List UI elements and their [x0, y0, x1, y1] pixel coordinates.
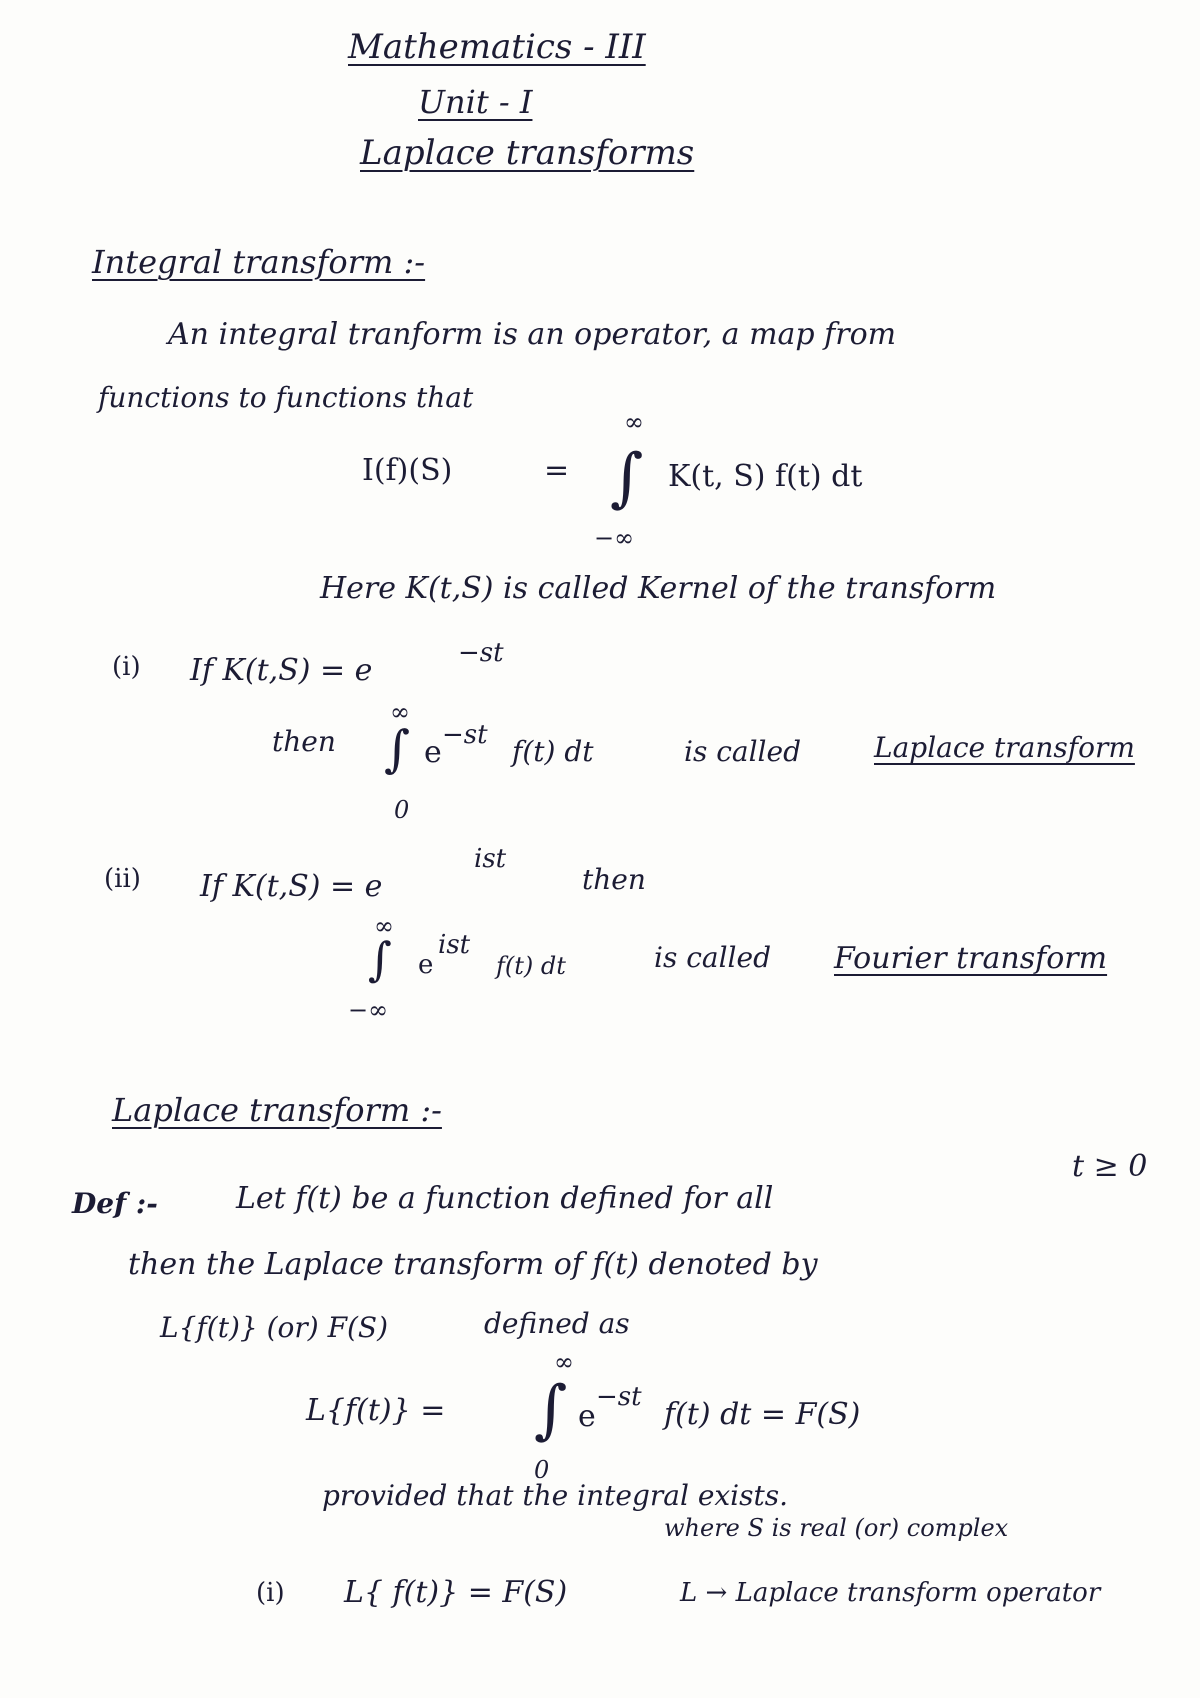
case-2-condition: If K(t,S) = e: [200, 869, 383, 904]
case-2-e: e: [418, 950, 434, 980]
case-2-lower-limit: −∞: [348, 996, 389, 1024]
integral-eq-upper-limit: ∞: [624, 408, 644, 436]
case-1-then: then: [272, 725, 336, 758]
where-note: where S is real (or) complex: [664, 1514, 1009, 1542]
laplace-eq-upper-limit: ∞: [554, 1348, 574, 1376]
case-2-integral-symbol: ∫: [368, 932, 392, 986]
integral-eq-symbol: ∫: [610, 441, 644, 515]
case-1-e-exponent: −st: [442, 720, 488, 750]
definition-line-3: L{f(t)} (or) F(S): [160, 1311, 389, 1344]
case-2-transform-name: Fourier transform: [834, 941, 1108, 976]
definition-t-condition: t ≥ 0: [1072, 1149, 1148, 1184]
case-2-then: then: [582, 863, 646, 896]
integral-eq-equals: =: [544, 453, 570, 488]
integral-eq-integrand: K(t, S) f(t) dt: [668, 459, 863, 494]
case-1-label: (i): [112, 652, 141, 682]
laplace-eq-e: e: [578, 1399, 596, 1434]
note-label: (i): [256, 1578, 285, 1608]
case-1-integrand-rest: f(t) dt: [512, 735, 594, 768]
case-1-integral-symbol: ∫: [384, 720, 411, 778]
case-2-is-called: is called: [654, 941, 772, 974]
laplace-eq-integral-symbol: ∫: [534, 1373, 568, 1447]
intro-line-1: An integral tranform is an operator, a map from: [168, 317, 897, 352]
definition-line-3-rest: defined as: [484, 1307, 630, 1340]
note-equation: L{ f(t)} = F(S): [344, 1575, 568, 1610]
topic-title: Laplace transforms: [360, 133, 695, 173]
case-1-lower-limit: 0: [394, 796, 410, 824]
laplace-eq-e-exponent: −st: [596, 1382, 642, 1412]
case-2-e-exponent: ist: [438, 930, 471, 960]
case-1-exponent: −st: [458, 638, 504, 668]
unit-title: Unit - I: [418, 83, 533, 121]
definition-label: Def :-: [72, 1187, 158, 1220]
integral-transform-heading: Integral transform :-: [92, 243, 426, 281]
case-1-e: e: [424, 735, 442, 770]
note-operator: L → Laplace transform operator: [680, 1578, 1101, 1608]
case-1-is-called: is called: [684, 735, 802, 768]
case-1-transform-name: Laplace transform: [874, 731, 1135, 764]
laplace-eq-lower-limit: 0: [534, 1456, 550, 1484]
integral-eq-lhs: I(f)(S): [362, 453, 453, 488]
case-2-integrand-rest: f(t) dt: [496, 952, 566, 980]
integral-eq-lower-limit: −∞: [594, 524, 635, 552]
laplace-eq-lhs: L{f(t)} =: [306, 1393, 446, 1428]
case-2-exponent: ist: [474, 844, 507, 874]
definition-line-1: Let f(t) be a function defined for all: [236, 1181, 774, 1216]
definition-line-2: then the Laplace transform of f(t) denoted by: [128, 1247, 818, 1282]
case-1-upper-limit: ∞: [390, 698, 410, 726]
provided-note: provided that the integral exists.: [322, 1479, 789, 1512]
laplace-transform-heading: Laplace transform :-: [112, 1091, 442, 1129]
course-title: Mathematics - III: [348, 27, 646, 67]
case-2-label: (ii): [104, 864, 141, 894]
intro-line-2: functions to functions that: [98, 381, 474, 414]
case-2-upper-limit: ∞: [374, 912, 394, 940]
kernel-note: Here K(t,S) is called Kernel of the transform: [320, 571, 997, 606]
laplace-eq-rest: f(t) dt = F(S): [664, 1397, 861, 1432]
case-1-condition: If K(t,S) = e: [190, 653, 373, 688]
